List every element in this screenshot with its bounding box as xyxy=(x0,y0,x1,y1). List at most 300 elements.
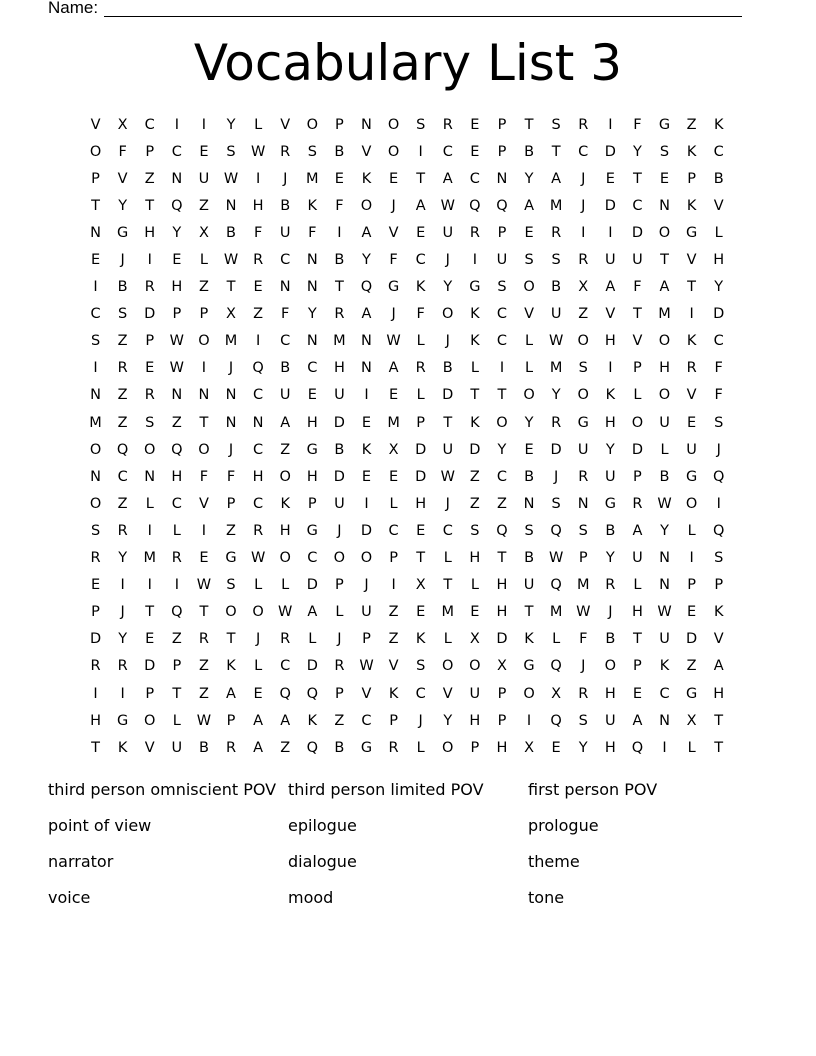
grid-cell: J xyxy=(581,197,586,214)
grid-cell: G xyxy=(225,550,237,567)
grid-cell: B xyxy=(334,252,345,269)
grid-cell: U xyxy=(496,252,508,269)
grid-cell: R xyxy=(632,495,643,512)
grid-row xyxy=(82,490,732,517)
grid-cell: A xyxy=(442,170,453,187)
grid-cell: Z xyxy=(198,685,209,702)
grid-cell: U xyxy=(198,170,210,187)
grid-cell: K xyxy=(117,739,128,756)
grid-cell: M xyxy=(549,197,563,214)
grid-cell: K xyxy=(470,306,480,323)
grid-cell: C xyxy=(496,333,508,350)
grid-cell: Y xyxy=(362,252,371,269)
grid-cell: P xyxy=(497,143,507,160)
grid-cell: Q xyxy=(550,712,562,729)
grid-cell: O xyxy=(144,712,156,729)
grid-cell: H xyxy=(252,197,264,214)
grid-cell: R xyxy=(225,739,237,756)
grid-cell: Q xyxy=(306,685,318,702)
grid-cell: E xyxy=(416,522,426,539)
grid-cell: R xyxy=(388,739,399,756)
grid-cell: Q xyxy=(360,279,373,296)
grid-cell: M xyxy=(658,306,671,323)
grid-cell: P xyxy=(307,495,317,512)
grid-cell: M xyxy=(549,360,563,377)
grid-cell: U xyxy=(605,468,616,485)
grid-cell: P xyxy=(497,712,507,729)
grid-cell: O xyxy=(523,279,535,296)
grid-cell: O xyxy=(442,306,454,323)
grid-cell: C xyxy=(578,143,589,160)
grid-cell: N xyxy=(90,224,101,241)
grid-cell: F xyxy=(335,197,344,214)
grid-cell: T xyxy=(687,279,697,296)
grid-cell: S xyxy=(551,252,561,269)
grid-cell: K xyxy=(605,387,616,404)
grid-cell: Y xyxy=(226,116,236,133)
grid-cell: E xyxy=(470,604,480,621)
grid-cell: E xyxy=(659,170,670,187)
grid-cell: W xyxy=(223,170,239,187)
grid-cell: Z xyxy=(226,522,236,539)
grid-cell: M xyxy=(89,414,102,431)
grid-row xyxy=(82,246,732,273)
grid-cell: P xyxy=(578,550,588,567)
grid-cell: W xyxy=(576,604,591,621)
grid-cell: N xyxy=(361,333,372,350)
grid-cell: H xyxy=(604,333,616,350)
grid-cell: N xyxy=(198,387,210,404)
grid-cell: J xyxy=(391,306,396,323)
grid-cell: Z xyxy=(117,495,128,512)
grid-cell: T xyxy=(632,306,642,323)
grid-cell: I xyxy=(147,252,152,269)
grid-cell: D xyxy=(306,577,318,594)
grid-cell: Y xyxy=(578,739,588,756)
grid-cell: M xyxy=(333,333,346,350)
grid-cell: R xyxy=(90,550,101,567)
grid-cell: E xyxy=(416,604,426,621)
grid-cell: X xyxy=(686,712,697,729)
grid-cell: P xyxy=(633,658,642,675)
grid-cell: P xyxy=(470,739,480,756)
grid-cell: P xyxy=(145,143,155,160)
grid-cell: V xyxy=(117,170,128,187)
grid-cell: Y xyxy=(524,170,534,187)
grid-cell: N xyxy=(361,360,372,377)
grid-cell: P xyxy=(362,631,371,648)
grid-row xyxy=(82,572,732,599)
grid-cell: H xyxy=(333,360,345,377)
grid-cell: C xyxy=(307,550,318,567)
grid-cell: Y xyxy=(551,387,561,404)
grid-cell: D xyxy=(415,468,427,485)
grid-cell: S xyxy=(659,143,670,160)
grid-cell: O xyxy=(523,387,535,404)
grid-cell: P xyxy=(633,468,642,485)
grid-cell: R xyxy=(171,550,182,567)
grid-cell: H xyxy=(90,712,101,729)
grid-cell: T xyxy=(199,414,209,431)
grid-cell: H xyxy=(713,685,725,702)
grid-cell: V xyxy=(713,631,724,648)
grid-cell: E xyxy=(307,387,317,404)
grid-cell: N xyxy=(306,252,318,269)
grid-cell: V xyxy=(90,116,101,133)
grid-cell: O xyxy=(360,197,373,214)
grid-cell: G xyxy=(685,224,698,241)
grid-cell: C xyxy=(253,441,264,458)
grid-cell: T xyxy=(443,577,453,594)
grid-cell: Z xyxy=(469,468,480,485)
grid-cell: Z xyxy=(686,116,697,133)
grid-cell: Z xyxy=(388,604,399,621)
grid-cell: Z xyxy=(253,306,264,323)
grid-cell: W xyxy=(196,577,212,594)
grid-cell: Y xyxy=(172,224,182,241)
grid-cell: H xyxy=(171,279,183,296)
grid-cell: A xyxy=(632,712,643,729)
grid-cell: D xyxy=(469,441,481,458)
grid-cell: Z xyxy=(469,495,480,512)
grid-cell: J xyxy=(228,360,234,377)
grid-cell: P xyxy=(226,495,236,512)
grid-cell: O xyxy=(577,333,589,350)
grid-cell: I xyxy=(174,116,179,133)
grid-cell: E xyxy=(632,685,642,702)
grid-cell: C xyxy=(361,712,372,729)
grid-cell: S xyxy=(578,712,588,729)
grid-cell: O xyxy=(631,414,644,431)
grid-cell: M xyxy=(441,604,455,621)
grid-cell: C xyxy=(415,685,426,702)
grid-cell: T xyxy=(226,279,236,296)
grid-cell: T xyxy=(632,170,642,187)
grid-cell: I xyxy=(120,577,125,594)
grid-cell: N xyxy=(171,387,183,404)
grid-cell: E xyxy=(605,170,615,187)
grid-cell: L xyxy=(470,360,479,377)
grid-cell: K xyxy=(524,631,534,648)
grid-cell: K xyxy=(415,279,426,296)
grid-cell: Y xyxy=(118,550,128,567)
grid-cell: G xyxy=(604,495,616,512)
grid-cell: P xyxy=(172,306,182,323)
grid-cell: X xyxy=(117,116,128,133)
grid-cell: A xyxy=(524,197,534,214)
grid-cell: Q xyxy=(496,197,508,214)
grid-cell: T xyxy=(714,739,724,756)
grid-cell: Z xyxy=(198,279,209,296)
word-list-item: point of view xyxy=(48,816,152,835)
grid-cell: K xyxy=(686,143,697,160)
grid-cell: H xyxy=(469,712,481,729)
grid-cell: O xyxy=(89,441,102,458)
grid-cell: R xyxy=(90,658,101,675)
grid-cell: J xyxy=(445,495,450,512)
grid-cell: J xyxy=(337,522,342,539)
grid-cell: Q xyxy=(116,441,129,458)
grid-cell: F xyxy=(714,387,723,404)
grid-cell: K xyxy=(713,604,724,621)
grid-cell: T xyxy=(497,550,507,567)
grid-cell: C xyxy=(659,685,670,702)
grid-cell: K xyxy=(361,441,372,458)
grid-cell: C xyxy=(280,333,291,350)
grid-cell: S xyxy=(578,360,588,377)
grid-cell: K xyxy=(470,414,480,431)
grid-cell: F xyxy=(633,279,642,296)
grid-cell: C xyxy=(171,143,182,160)
grid-cell: B xyxy=(117,279,128,296)
grid-cell: Z xyxy=(280,739,291,756)
grid-cell: T xyxy=(172,685,182,702)
grid-cell: E xyxy=(199,143,209,160)
grid-cell: B xyxy=(605,631,616,648)
grid-cell: T xyxy=(470,387,480,404)
grid-cell: B xyxy=(334,441,345,458)
word-list-item: theme xyxy=(528,852,580,871)
grid-cell: S xyxy=(714,414,724,431)
grid-cell: W xyxy=(548,550,564,567)
grid-cell: Z xyxy=(578,306,589,323)
grid-cell: C xyxy=(713,333,724,350)
grid-cell: X xyxy=(578,279,589,296)
grid-cell: F xyxy=(633,116,642,133)
grid-cell: P xyxy=(199,306,209,323)
grid-cell: T xyxy=(91,197,100,214)
grid-cell: V xyxy=(713,197,724,214)
grid-cell: Z xyxy=(280,441,291,458)
grid-cell: V xyxy=(524,306,534,323)
grid-cell: G xyxy=(117,224,129,241)
grid-cell: L xyxy=(687,739,696,756)
grid-cell: F xyxy=(416,306,425,323)
grid-cell: B xyxy=(334,143,345,160)
grid-cell: J xyxy=(418,712,423,729)
grid-cell: Y xyxy=(524,414,534,431)
grid-cell: U xyxy=(334,387,345,404)
grid-cell: I xyxy=(499,360,505,377)
grid-cell: I xyxy=(174,577,179,594)
grid-row xyxy=(82,219,732,246)
grid-cell: T xyxy=(660,252,669,269)
grid-cell: I xyxy=(608,116,613,133)
grid-cell: B xyxy=(280,360,291,377)
grid-cell: E xyxy=(361,414,372,431)
grid-cell: K xyxy=(470,333,480,350)
grid-cell: N xyxy=(279,279,291,296)
grid-cell: C xyxy=(415,252,426,269)
grid-cell: L xyxy=(714,224,723,241)
grid-cell: G xyxy=(658,116,671,133)
grid-cell: P xyxy=(335,685,344,702)
grid-cell: S xyxy=(551,116,561,133)
grid-cell: H xyxy=(306,414,318,431)
grid-cell: I xyxy=(526,712,532,729)
grid-cell: E xyxy=(470,116,480,133)
grid-cell: R xyxy=(280,143,291,160)
grid-cell: R xyxy=(280,631,291,648)
grid-cell: R xyxy=(686,360,697,377)
grid-cell: I xyxy=(201,116,207,133)
grid-cell: L xyxy=(416,739,425,756)
grid-cell: B xyxy=(442,360,453,377)
grid-cell: I xyxy=(201,522,207,539)
grid-cell: P xyxy=(687,577,696,594)
grid-cell: W xyxy=(223,252,239,269)
grid-cell: O xyxy=(252,604,264,621)
grid-cell: M xyxy=(387,414,400,431)
grid-cell: U xyxy=(361,604,372,621)
grid-cell: E xyxy=(388,170,399,187)
grid-cell: U xyxy=(659,631,670,648)
grid-cell: L xyxy=(443,631,452,648)
grid-cell: U xyxy=(686,441,697,458)
grid-cell: S xyxy=(90,333,101,350)
grid-cell: C xyxy=(469,170,480,187)
grid-cell: F xyxy=(118,143,127,160)
grid-cell: E xyxy=(253,685,263,702)
grid-cell: L xyxy=(633,577,642,594)
grid-cell: E xyxy=(388,387,399,404)
grid-cell: R xyxy=(551,414,562,431)
grid-cell: H xyxy=(496,577,508,594)
grid-cell: S xyxy=(551,495,561,512)
grid-cell: P xyxy=(91,170,100,187)
grid-cell: F xyxy=(281,306,290,323)
grid-cell: H xyxy=(306,468,318,485)
grid-cell: V xyxy=(686,387,697,404)
grid-cell: Y xyxy=(605,550,615,567)
grid-cell: Z xyxy=(144,170,155,187)
grid-cell: S xyxy=(470,522,480,539)
word-list-item: third person omniscient POV xyxy=(48,780,277,799)
grid-cell: Y xyxy=(307,306,317,323)
grid-cell: H xyxy=(659,360,670,377)
grid-cell: J xyxy=(581,658,586,675)
grid-cell: A xyxy=(280,414,291,431)
grid-cell: H xyxy=(604,414,616,431)
grid-cell: S xyxy=(226,577,236,594)
grid-cell: J xyxy=(445,252,450,269)
grid-cell: E xyxy=(90,252,101,269)
grid-cell: D xyxy=(686,631,698,648)
word-list-item: tone xyxy=(528,888,565,907)
grid-cell: I xyxy=(201,360,207,377)
grid-cell: H xyxy=(604,739,616,756)
grid-cell: N xyxy=(225,197,237,214)
grid-cell: K xyxy=(307,197,318,214)
grid-cell: L xyxy=(254,658,263,675)
grid-cell: X xyxy=(415,577,426,594)
grid-cell: Z xyxy=(686,658,697,675)
grid-cell: K xyxy=(361,170,372,187)
grid-cell: U xyxy=(334,495,345,512)
grid-cell: S xyxy=(226,143,236,160)
grid-cell: A xyxy=(632,522,643,539)
grid-cell: U xyxy=(605,252,616,269)
grid-cell: Q xyxy=(171,604,183,621)
grid-cell: C xyxy=(442,522,453,539)
grid-cell: I xyxy=(364,387,369,404)
grid-cell: O xyxy=(360,550,373,567)
grid-cell: V xyxy=(686,252,697,269)
grid-cell: T xyxy=(226,631,236,648)
grid-row xyxy=(82,409,732,436)
grid-cell: P xyxy=(633,360,642,377)
grid-cell: C xyxy=(632,197,643,214)
grid-cell: J xyxy=(554,468,559,485)
grid-cell: N xyxy=(171,170,183,187)
grid-cell: G xyxy=(360,739,373,756)
grid-cell: N xyxy=(577,495,589,512)
grid-cell: Q xyxy=(496,522,508,539)
grid-cell: R xyxy=(198,631,209,648)
grid-cell: J xyxy=(445,333,450,350)
grid-cell: Q xyxy=(252,360,264,377)
grid-cell: G xyxy=(577,414,589,431)
grid-cell: J xyxy=(581,170,586,187)
grid-cell: R xyxy=(117,522,128,539)
word-list-item: mood xyxy=(288,888,334,907)
grid-cell: C xyxy=(144,116,155,133)
grid-cell: N xyxy=(225,387,237,404)
grid-cell: O xyxy=(279,550,291,567)
grid-cell: C xyxy=(307,360,318,377)
grid-row xyxy=(82,599,732,626)
grid-cell: M xyxy=(143,550,156,567)
grid-cell: F xyxy=(714,360,723,377)
grid-cell: D xyxy=(713,306,725,323)
grid-cell: K xyxy=(280,495,290,512)
grid-cell: P xyxy=(687,170,696,187)
grid-cell: W xyxy=(250,550,266,567)
grid-cell: V xyxy=(361,685,372,702)
grid-cell: U xyxy=(171,739,183,756)
grid-cell: M xyxy=(306,170,319,187)
grid-cell: F xyxy=(389,252,398,269)
grid-cell: K xyxy=(686,197,697,214)
grid-cell: T xyxy=(145,197,155,214)
grid-cell: I xyxy=(120,685,125,702)
grid-cell: N xyxy=(523,495,535,512)
grid-cell: W xyxy=(169,333,184,350)
grid-row xyxy=(82,355,732,382)
grid-cell: J xyxy=(337,631,342,648)
grid-cell: C xyxy=(253,387,264,404)
grid-cell: E xyxy=(524,224,534,241)
grid-cell: F xyxy=(579,631,588,648)
grid-cell: R xyxy=(117,658,128,675)
grid-cell: Z xyxy=(117,333,128,350)
grid-cell: S xyxy=(524,522,534,539)
grid-cell: P xyxy=(389,550,398,567)
grid-row xyxy=(82,138,732,165)
grid-cell: R xyxy=(117,360,128,377)
grid-row xyxy=(82,328,732,355)
grid-cell: T xyxy=(416,550,426,567)
grid-cell: T xyxy=(524,604,534,621)
grid-cell: P xyxy=(497,224,507,241)
grid-cell: T xyxy=(443,414,453,431)
grid-cell: D xyxy=(360,522,373,539)
grid-cell: O xyxy=(279,468,291,485)
grid-cell: D xyxy=(442,387,454,404)
grid-row xyxy=(82,192,732,219)
grid-cell: R xyxy=(334,306,345,323)
grid-cell: P xyxy=(416,414,426,431)
